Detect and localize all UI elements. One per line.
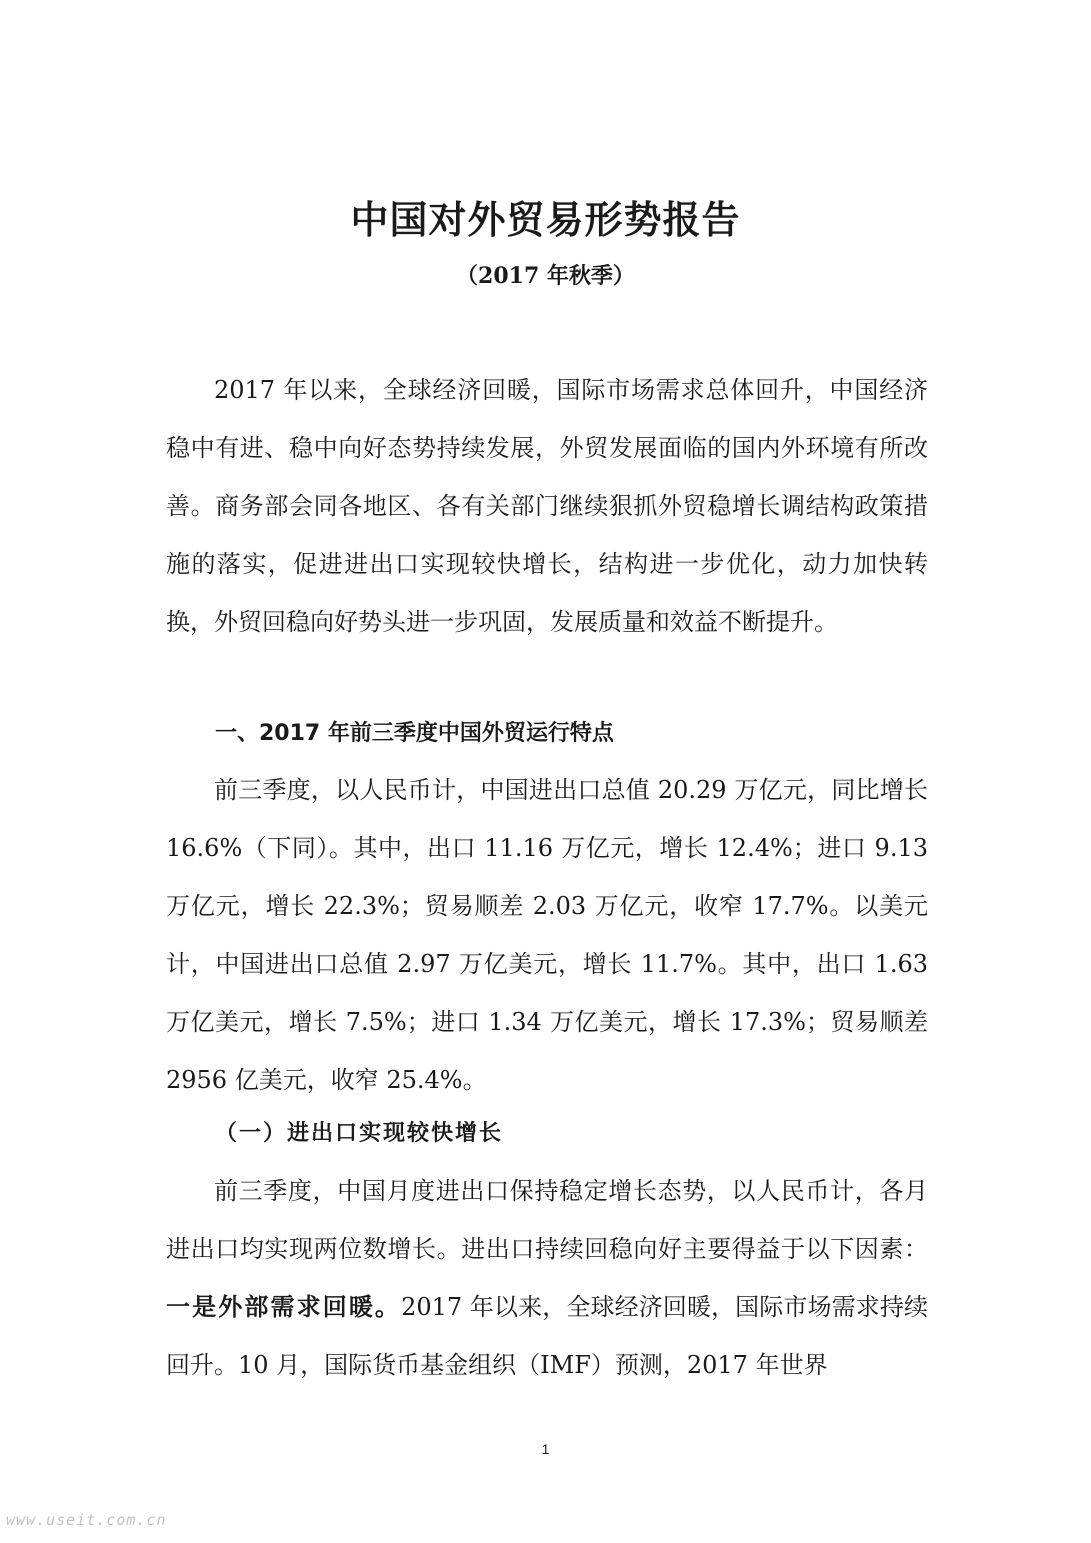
- paragraph-text-run: 前三季度，中国月度进出口保持稳定增长态势，以人民币计，各月进出口均实现两位数增长。进出口持续回稳向好主要得益于以下因素：: [166, 1177, 928, 1263]
- paragraph-text-run: 2017 年以来，全球经济回暖，国际市场需求持续回升。10 月，国际货币基金组织（IMF）预测，2017 年世界: [166, 1293, 928, 1379]
- intro-paragraph: 2017 年以来，全球经济回暖，国际市场需求总体回升，中国经济稳中有进、稳中向好态势持续发展，外贸发展面临的国内外环境有所改善。商务部会同各地区、各有关部门继续狠抓外贸稳增长调结构政策措施的落实，促进进出口实现较快增长，结构进一步优化，动力加快转换，外贸回稳向好势头进一步巩固，发展质量和效益不断提升。: [166, 376, 928, 636]
- section-heading: 一、2017 年前三季度中国外贸运行特点: [215, 721, 614, 746]
- report-title: 中国对外贸易形势报告: [350, 198, 741, 242]
- section-paragraph: 前三季度，以人民币计，中国进出口总值 20.29 万亿元，同比增长 16.6%（下同）。其中，出口 11.16 万亿元，增长 12.4%；进口 9.13 万亿元，增长 22.3%；贸易顺差 2.03 万亿元，收窄 17.7%。以美元计，中国进出口总值 2.97 万亿美元，增长 11.7%。其中，出口 1.63 万亿美元，增长 7.5%；进口 1.34 万亿美元，增长 17.3%；贸易顺差 2956 亿美元，收窄 25.4%。: [166, 776, 928, 1094]
- watermark: www.useit.com.cn: [6, 1511, 167, 1529]
- subsection-paragraph: [166, 1162, 928, 1394]
- subsection-heading: （一）进出口实现较快增长: [215, 1120, 504, 1146]
- bold-emphasis: 一是外部需求回暖。: [166, 1292, 402, 1321]
- page-number: 1: [541, 1441, 550, 1457]
- report-subtitle: （2017 年秋季）: [456, 263, 635, 289]
